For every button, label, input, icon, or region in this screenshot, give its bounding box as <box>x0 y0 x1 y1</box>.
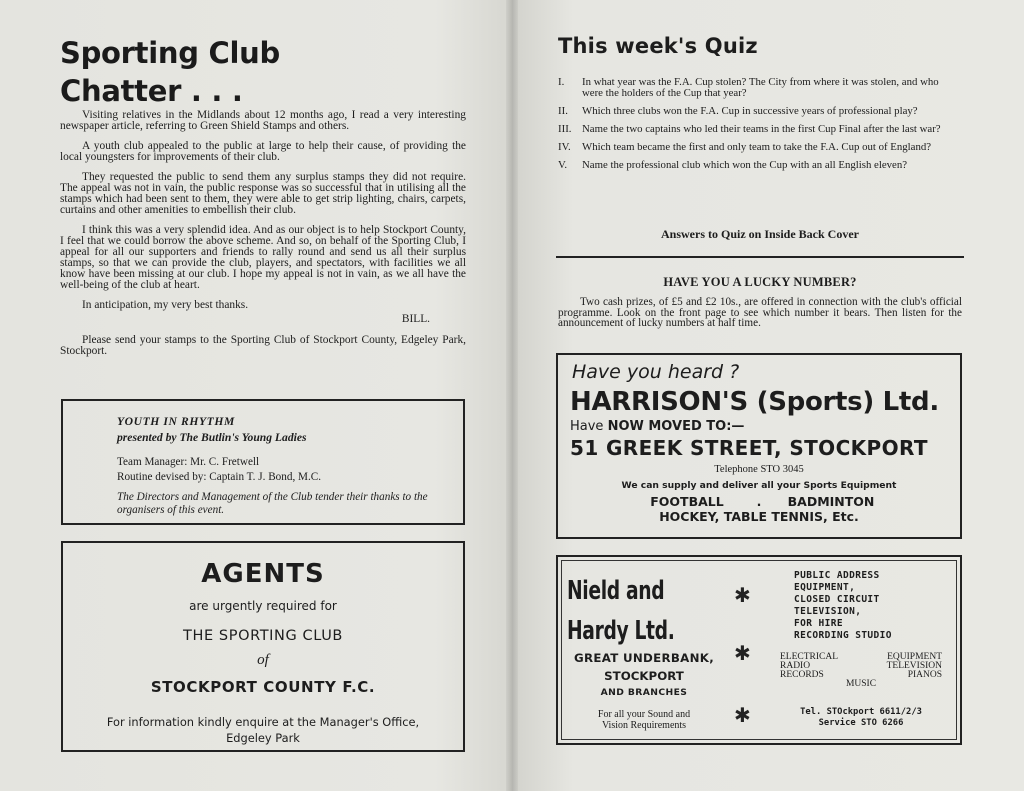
harrison-heard: Have you heard ? <box>572 361 740 383</box>
quiz-question: I. In what year was the F.A. Cup stolen? The City from where it was stolen, and who were the holders of the Cup that year? <box>558 76 939 99</box>
chatter-paragraph: In anticipation, my very best thanks. <box>82 299 249 311</box>
quiz-title: This week's Quiz <box>558 34 758 58</box>
harrison-moved: Have NOW MOVED TO:— <box>570 419 745 434</box>
quiz-question: II. Which three clubs won the F.A. Cup in successive years of professional play? <box>558 104 918 117</box>
chatter-postscript: Please send your stamps to the Sporting Club of Stockport County, Edgeley Park, Stockport. <box>60 334 466 357</box>
chatter-paragraph: They requested the public to send them any surplus stamps they did not require. The appeal was not in vain, the public response was so successful that in utilising all the stamps which had been sent to them, they were able to get strip lighting, chairs, carpets, curtains and other amenities to embellish their club. <box>60 171 466 216</box>
chatter-paragraph: Visiting relatives in the Midlands about 12 months ago, I read a very interesting newspaper article, referring to Green Shield Stamps and others. <box>60 109 466 132</box>
quiz-question: III. Name the two captains who led their teams in the first Cup Final after the last war? <box>558 122 941 135</box>
nield-services: PUBLIC ADDRESS EQUIPMENT, CLOSED CIRCUIT TELEVISION, FOR HIRE RECORDING STUDIO <box>794 570 892 641</box>
nield-brand: Nield and Hardy Ltd. <box>567 576 675 646</box>
harrison-supply: We can supply and deliver all your Sports Equipment <box>621 480 897 491</box>
youth-routine: Routine devised by: Captain T. J. Bond, M.C. <box>117 471 322 483</box>
agents-club: THE SPORTING CLUB <box>183 628 343 644</box>
quiz-list <box>558 77 962 178</box>
youth-manager: Team Manager: Mr. C. Fretwell <box>117 456 260 468</box>
lucky-number-heading: HAVE YOU A LUCKY NUMBER? <box>663 275 857 289</box>
nield-telephone: Tel. STOckport 6611/2/3 Service STO 6266 <box>800 707 922 728</box>
lucky-number-body: Two cash prizes, of £5 and £2 10s., are offered in connection with the club's official programme. Look on the front page to see which number it bears. Then listen for the announcement of lucky numbers at half time. <box>558 296 962 329</box>
harrison-telephone: Telephone STO 3045 <box>714 464 804 475</box>
agents-county: STOCKPORT COUNTY F.C. <box>150 678 376 696</box>
harrison-street: 51 GREEK STREET, STOCKPORT <box>570 436 928 460</box>
quiz-question: IV. Which team became the first and only team to take the F.A. Cup out of England? <box>558 140 932 153</box>
youth-in-rhythm-box <box>61 399 465 525</box>
quiz-answers-note: Answers to Quiz on Inside Back Cover <box>660 227 859 241</box>
harrisons-advert <box>556 353 962 539</box>
quiz-question: V. Name the professional club which won the Cup with an all English eleven? <box>558 158 908 171</box>
chatter-title: Sporting Club Chatter . . . <box>60 36 280 108</box>
chatter-article <box>60 110 466 366</box>
youth-title: YOUTH IN RHYTHM <box>117 415 235 428</box>
agents-enquire: For information kindly enquire at the Manager's Office, Edgeley Park <box>106 715 420 745</box>
nield-hardy-advert <box>556 555 962 745</box>
asterisk-icon: ✱ <box>734 583 751 607</box>
chatter-signature: BILL. <box>401 313 430 325</box>
agents-box <box>61 541 465 752</box>
youth-note: The Directors and Management of the Club tender their thanks to the organisers of this event. <box>117 491 428 516</box>
right-page <box>512 0 1024 791</box>
harrison-sports: FOOTBALL . BADMINTON HOCKEY, TABLE TENNIS, Etc. <box>650 494 875 524</box>
agents-heading: AGENTS <box>201 559 325 589</box>
agents-of: of <box>257 652 269 668</box>
asterisk-icon: ✱ <box>734 703 751 727</box>
youth-presented: presented by The Butlin's Young Ladies <box>117 431 307 444</box>
section-divider <box>556 256 964 258</box>
nield-sound-vision: For all your Sound and Vision Requirements <box>597 709 691 731</box>
nield-equipment: ELECTRICAL EQUIPMENT RADIO TELEVISION RECORDS PIANOS MUSIC <box>780 652 942 689</box>
asterisk-icon: ✱ <box>734 641 751 665</box>
agents-sub: are urgently required for <box>189 599 337 613</box>
harrison-name: HARRISON'S (Sports) Ltd. <box>570 387 939 417</box>
chatter-paragraph: I think this was a very splendid idea. And as our object is to help Stockport County, I feel that we could borrow the above scheme. And so, on behalf of the Sporting Club, I appeal for all our supporters and friends to rally round and send us all their surplus stamps, so that we can provide the club, players, and spectators, with facilities we all know have been missing at our club. I hope my appeal is not in vain, as we all have the well-being of the club at heart. <box>60 224 466 291</box>
nield-address: GREAT UNDERBANK, STOCKPORT AND BRANCHES <box>574 651 714 698</box>
chatter-paragraph: A youth club appealed to the public at large to help their cause, of providing the local youngsters for improvements of their club. <box>60 140 466 163</box>
centre-fold <box>506 0 518 791</box>
